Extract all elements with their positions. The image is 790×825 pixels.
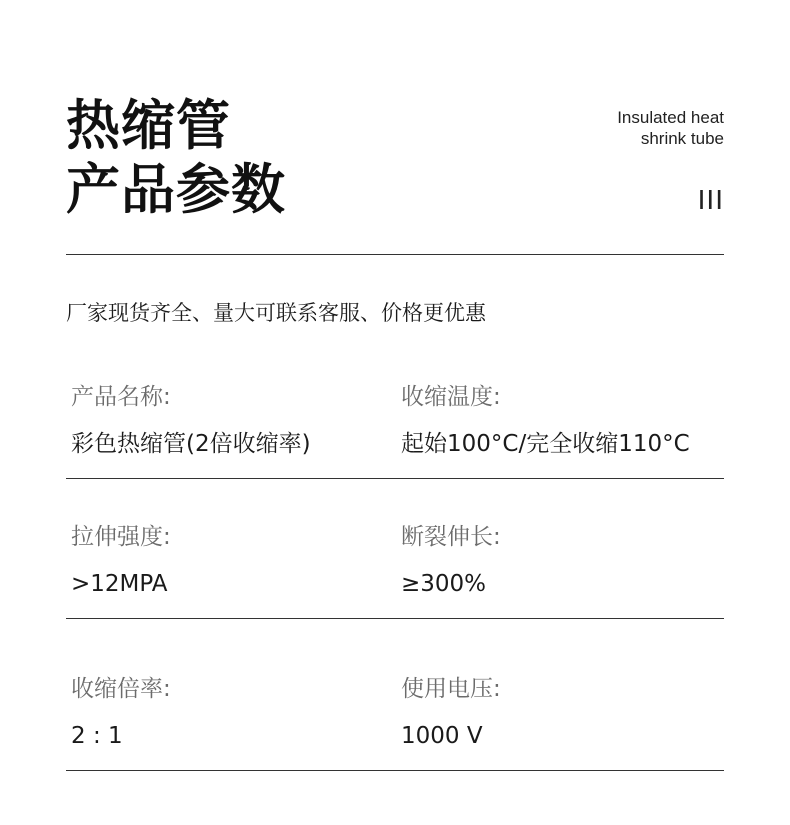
spec-row xyxy=(66,522,724,619)
spec-value: 彩色热缩管(2倍收缩率) xyxy=(71,431,311,457)
spec-value: 1000 V xyxy=(401,723,483,749)
spec-shrink-ratio xyxy=(71,674,171,751)
english-title-line-2: shrink tube xyxy=(640,129,724,148)
title-line-2: 产品参数 xyxy=(66,158,286,221)
spec-operating-voltage xyxy=(401,674,501,751)
spec-tensile-strength xyxy=(71,522,171,599)
spec-label: 收缩温度: xyxy=(401,384,501,410)
spec-value: >12MPA xyxy=(71,571,168,597)
spec-label: 断裂伸长: xyxy=(401,524,501,550)
spec-label: 产品名称: xyxy=(71,384,171,410)
spec-shrink-temperature xyxy=(401,382,690,459)
spec-label: 拉伸强度: xyxy=(71,524,171,550)
header-divider xyxy=(66,254,724,255)
title-line-1: 热缩管 xyxy=(66,94,231,157)
english-title-line-1: Insulated heat xyxy=(617,108,724,127)
spec-value: 2 : 1 xyxy=(71,723,123,749)
spec-label: 收缩倍率: xyxy=(71,676,171,702)
section-number: III xyxy=(697,184,724,215)
spec-elongation-at-break xyxy=(401,522,501,599)
tagline: 厂家现货齐全、量大可联系客服、价格更优惠 xyxy=(66,301,486,325)
spec-product-name xyxy=(71,382,311,459)
spec-value: 起始100°C/完全收缩110°C xyxy=(401,431,690,457)
page-title xyxy=(66,94,286,222)
english-title xyxy=(617,107,724,149)
spec-row xyxy=(66,382,724,479)
spec-row xyxy=(66,674,724,771)
spec-label: 使用电压: xyxy=(401,676,501,702)
spec-value: ≥300% xyxy=(401,571,487,597)
